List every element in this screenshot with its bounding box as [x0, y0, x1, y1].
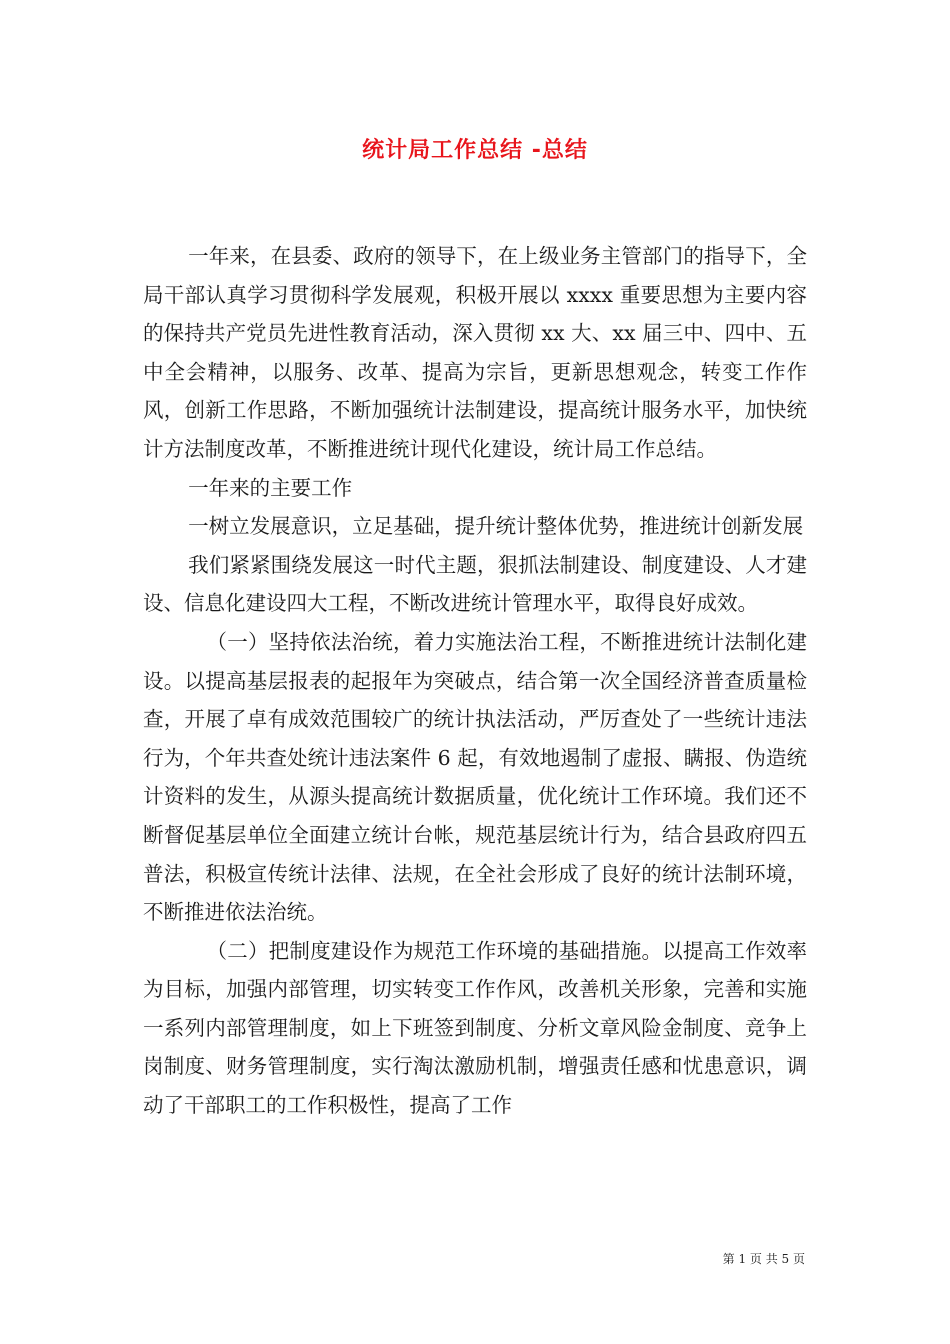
subheading-development: 一树立发展意识，立足基础，提升统计整体优势，推进统计创新发展 — [188, 514, 804, 539]
paragraph-four-projects: 我们紧紧围绕发展这一时代主题，狠抓法制建设、制度建设、人才建设、信息化建设四大工程，不断改进统计管理水平，取得良好成效。 — [143, 552, 807, 616]
section-heading-main-work: 一年来的主要工作 — [188, 475, 353, 500]
paragraph-system-building: （二）把制度建设作为规范工作环境的基础措施。以提高工作效率为目标，加强内部管理，切实转变工作作风，改善机关形象，完善和实施一系列内部管理制度，如上下班签到制度、分析文章风险金制度、竞争上岗制度、财务管理制度，实行淘汰激励机制，增强责任感和忧患意识，调动了干部职工的工作积极性，提高了工作 — [143, 938, 807, 1118]
paragraph-rule-of-law: （一）坚持依法治统，着力实施法治工程，不断推进统计法制化建设。以提高基层报表的起报年为突破点，结合第一次全国经济普查质量检查，开展了卓有成效范围较广的统计执法活动，严厉查处了一些统计违法行为，个年共查处统计违法案件 6 起，有效地遏制了虚报、瞒报、伪造统计资料的发生，从源头提高统计数据质量，优化统计工作环境。我们还不断督促基层单位全面建立统计台帐，规范基层统计行为，结合县政府四五普法，积极宣传统计法律、法规，在全社会形成了良好的统计法制环境，不断推进依法治统。 — [143, 629, 807, 925]
document-title: 统计局工作总结 -总结 — [362, 138, 588, 163]
paragraph-intro: 一年来，在县委、政府的领导下，在上级业务主管部门的指导下，全局干部认真学习贯彻科学发展观，积极开展以 xxxx 重要思想为主要内容的保持共产党员先进性教育活动，深入贯彻 xx 大、xx 届三中、四中、五中全会精神，以服务、改革、提高为宗旨，更新思想观念，转变工作作风，创新工作思路，不断加强统计法制建设，提高统计服务水平，加快统计方法制度改革，不断推进统计现代化建设，统计局工作总结。 — [143, 244, 807, 461]
document-body — [143, 237, 807, 1125]
page-number: 第 1 页 共 5 页 — [722, 1252, 805, 1266]
